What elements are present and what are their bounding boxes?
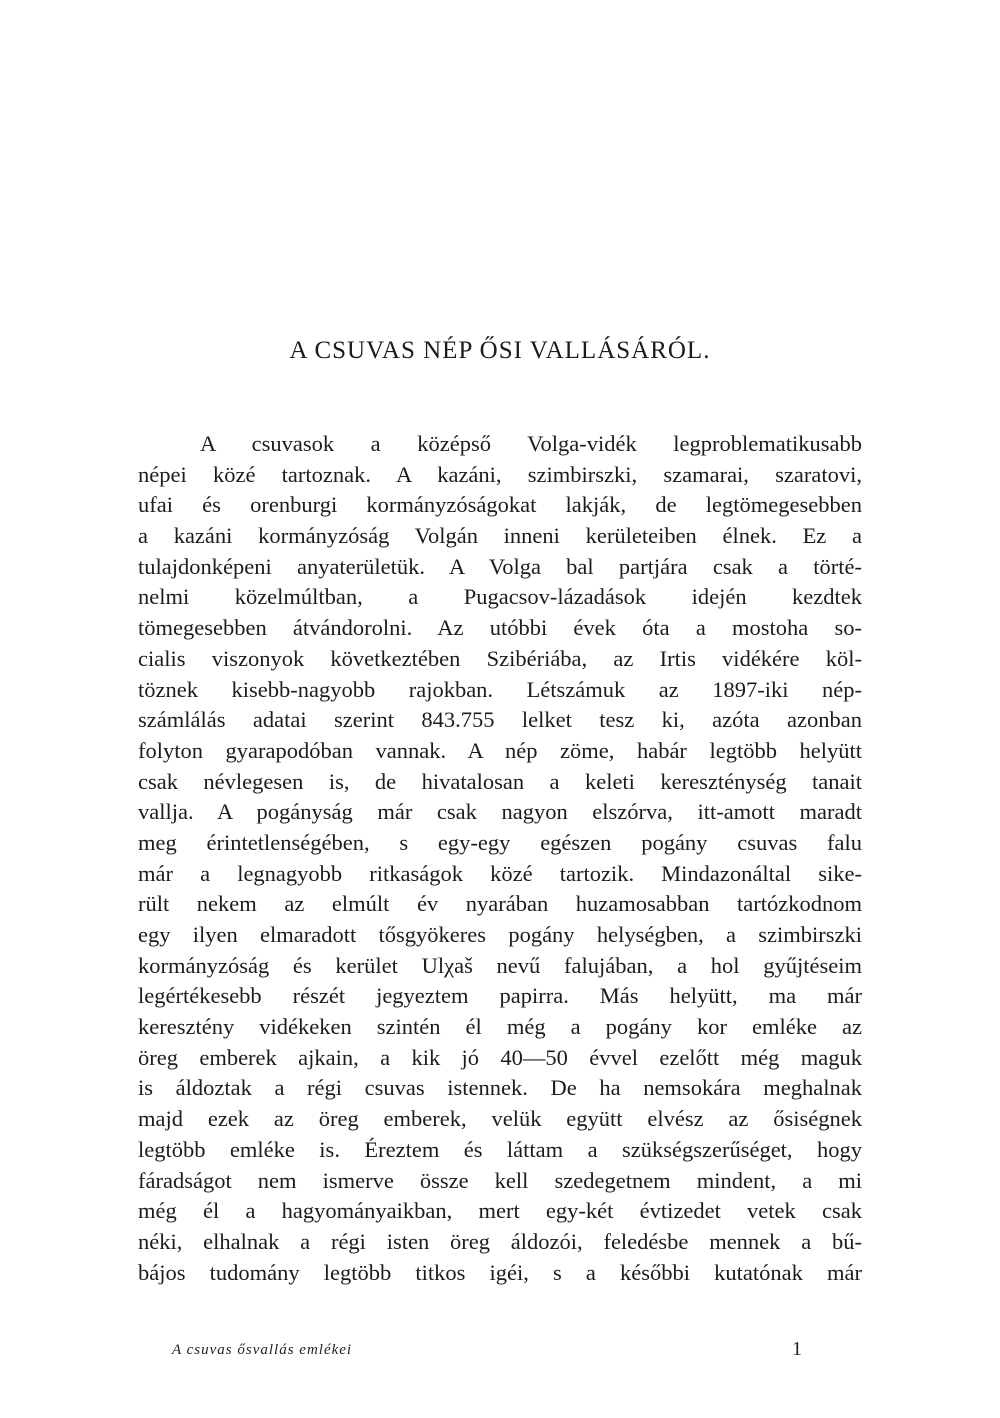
text-line: rült nekem az elmúlt év nyarában huzamosabban tartózkodnom <box>138 891 862 917</box>
text-line: tömegesebben átvándorolni. Az utóbbi évek óta a mostoha so- <box>138 615 862 641</box>
main-paragraph <box>138 429 862 1288</box>
text-line: kormányzóság és kerület Ulχaš nevű falujában, a hol gyűjtéseim <box>138 952 862 978</box>
text-line: egy ilyen elmaradott tősgyökeres pogány helységben, a szimbirszki <box>138 922 862 947</box>
text-line: nelmi közelmúltban, a Pugacsov-lázadások idején kezdtek <box>138 584 862 610</box>
text-line: számlálás adatai szerint 843.755 lelket tesz ki, azóta azonban <box>138 707 862 733</box>
text-line: még él a hagyományaikban, mert egy-két évtizedet vetek csak <box>138 1198 862 1224</box>
text-line: folyton gyarapodóban vannak. A nép zöme, habár legtöbb helyütt <box>138 737 862 763</box>
text-line: legértékesebb részét jegyeztem papirra. Más helyütt, ma már <box>138 983 862 1009</box>
text-line: A csuvasok a középső Volga-vidék legproblematikusabb <box>200 431 862 456</box>
text-line: is áldoztak a régi csuvas istennek. De ha nemsokára meghalnak <box>138 1075 862 1101</box>
text-line: már a legnagyobb ritkaságok közé tartozik. Mindazonáltal sike- <box>138 860 862 886</box>
page-title: A CSUVAS NÉP ŐSI VALLÁSÁRÓL. <box>289 337 711 364</box>
text-line: legtöbb emléke is. Éreztem és láttam a szükségszerűséget, hogy <box>138 1136 862 1162</box>
text-line: majd ezek az öreg emberek, velük együtt elvész az ősiségnek <box>138 1106 862 1132</box>
text-line: töznek kisebb-nagyobb rajokban. Létszámuk az 1897-iki nép- <box>138 676 862 702</box>
text-line: cialis viszonyok következtében Szibériába, az Irtis vidékére köl- <box>138 645 862 671</box>
text-line: a kazáni kormányzóság Volgán inneni kerületeiben élnek. Ez a <box>138 523 862 549</box>
running-title: A csuvas ősvallás emlékei <box>172 1342 353 1358</box>
text-line: csak névlegesen is, de hivatalosan a keleti kereszténység tanait <box>138 768 862 794</box>
text-line: vallja. A pogányság már csak nagyon elszórva, itt-amott maradt <box>138 799 862 825</box>
text-line: keresztény vidékeken szintén él még a pogány kor emléke az <box>138 1014 862 1040</box>
text-line: öreg emberek ajkain, a kik jó 40—50 évvel ezelőtt még maguk <box>138 1044 862 1070</box>
text-line: bájos tudomány legtöbb titkos igéi, s a későbbi kutatónak már <box>138 1259 862 1285</box>
page-footer <box>172 1338 802 1366</box>
text-line: tulajdonképeni anyaterületük. A Volga bal partjára csak a törté- <box>138 553 862 579</box>
text-line: meg érintetlenségében, s egy-egy egészen pogány csuvas falu <box>138 829 862 855</box>
text-line: ufai és orenburgi kormányzóságokat lakják, de legtömegesebben <box>138 492 862 518</box>
text-line: népei közé tartoznak. A kazáni, szimbirszki, szamarai, szaratovi, <box>138 461 862 487</box>
text-line: néki, elhalnak a régi isten öreg áldozói, feledésbe mennek a bű- <box>138 1228 862 1254</box>
text-line: fáradságot nem ismerve össze kell szedegetnem mindent, a mi <box>138 1167 862 1193</box>
page-number: 1 <box>792 1338 802 1360</box>
